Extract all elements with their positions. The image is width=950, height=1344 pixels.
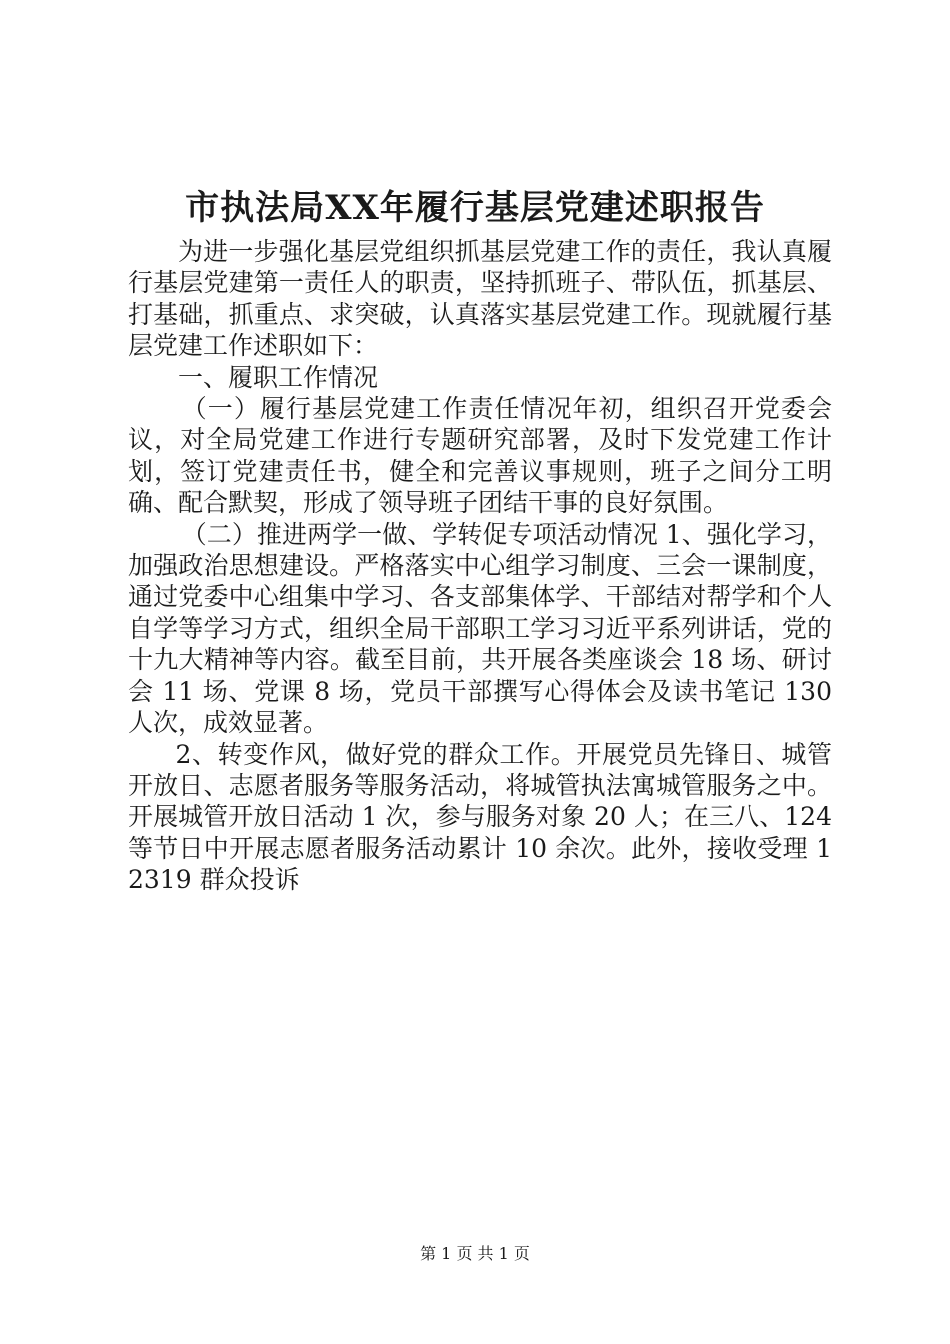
numbered-point-paragraph: 2、转变作风，做好党的群众工作。开展党员先锋日、城管开放日、志愿者服务等服务活动，将城管执法寓城管服务之中。开展城管开放日活动 1 次，参与服务对象 20 人；在三八、124 等节日中开展志愿者服务活动累计 10 余次。此外，接收受理 12319 群众投诉	[128, 739, 832, 895]
document-body	[128, 236, 832, 896]
item-two-paragraph: （二）推进两学一做、学转促专项活动情况 1、强化学习，加强政治思想建设。严格落实中心组学习制度、三会一课制度，通过党委中心组集中学习、各支部集体学、干部结对帮学和个人自学等学习方式，组织全局干部职工学习习近平系列讲话，党的十九大精神等内容。截至目前，共开展各类座谈会 18 场、研讨会 11 场、党课 8 场，党员干部撰写心得体会及读书笔记 130 人次，成效显著。	[128, 519, 832, 738]
page-footer: 第 1 页 共 1 页	[420, 1244, 530, 1263]
item-one-paragraph: （一）履行基层党建工作责任情况年初，组织召开党委会议，对全局党建工作进行专题研究部署，及时下发党建工作计划，签订党建责任书，健全和完善议事规则，班子之间分工明确、配合默契，形成了领导班子团结干事的良好氛围。	[128, 394, 832, 518]
intro-paragraph: 为进一步强化基层党组织抓基层党建工作的责任，我认真履行基层党建第一责任人的职责，坚持抓班子、带队伍，抓基层、打基础，抓重点、求突破，认真落实基层党建工作。现就履行基层党建工作述职如下：	[128, 237, 832, 361]
section-heading: 一、履职工作情况	[178, 362, 379, 392]
document-title: 市执法局XX年履行基层党建述职报告	[185, 188, 765, 228]
